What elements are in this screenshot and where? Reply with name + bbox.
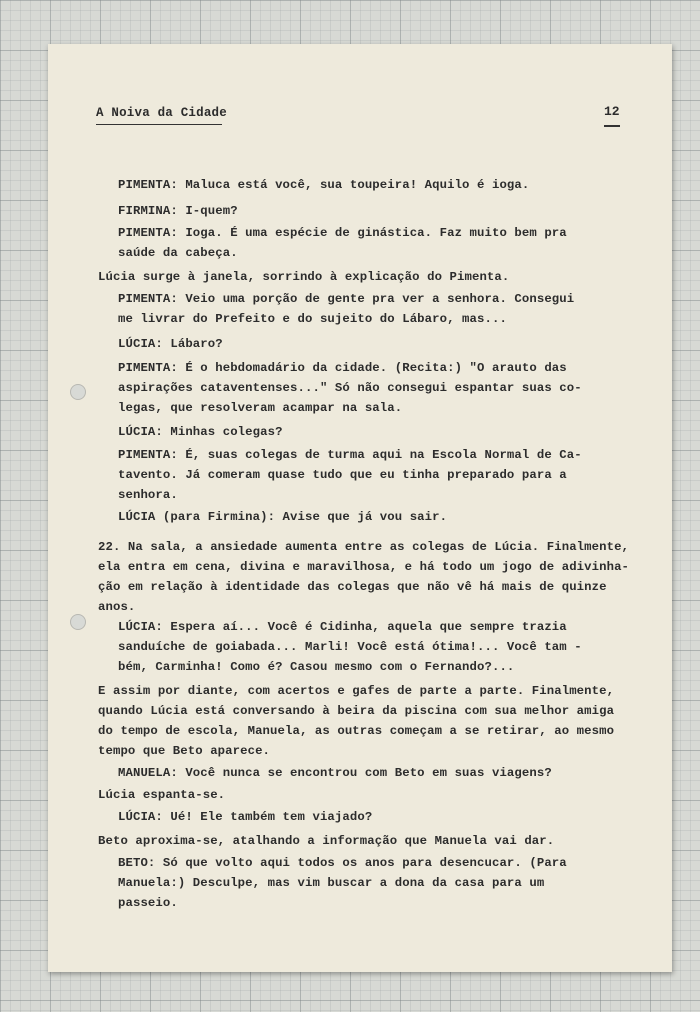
scene-line: ela entra em cena, divina e maravilhosa, e há todo um jogo de adivinha- [98, 560, 630, 574]
page-number: 12 [604, 104, 620, 119]
script-line: LÚCIA (para Firmina): Avise que já vou sair. [118, 510, 448, 524]
stage-direction-line: Beto aproxima-se, atalhando a informação que Manuela vai dar. [98, 834, 555, 848]
scene-line: 22. Na sala, a ansiedade aumenta entre as colegas de Lúcia. Finalmente, [98, 540, 630, 554]
script-line: saúde da cabeça. [118, 246, 238, 260]
script-line: PIMENTA: Veio uma porção de gente pra ver a senhora. Consegui [118, 292, 575, 306]
script-line: LÚCIA: Minhas colegas? [118, 425, 283, 439]
script-line: passeio. [118, 896, 178, 910]
script-line: FIRMINA: I-quem? [118, 204, 238, 218]
script-line: tavento. Já comeram quase tudo que eu tinha preparado para a [118, 468, 567, 482]
script-line: me livrar do Prefeito e do sujeito do Lábaro, mas... [118, 312, 507, 326]
script-line: PIMENTA: É o hebdomadário da cidade. (Recita:) "O arauto das [118, 361, 567, 375]
stage-direction-line: Lúcia surge à janela, sorrindo à explicação do Pimenta. [98, 270, 510, 284]
punch-hole-lower [70, 614, 86, 630]
script-line: MANUELA: Você nunca se encontrou com Beto em suas viagens? [118, 766, 552, 780]
script-line: sanduíche de goiabada... Marli! Você está ótima!... Você tam - [118, 640, 582, 654]
script-line: bém, Carminha! Como é? Casou mesmo com o Fernando?... [118, 660, 515, 674]
script-line: senhora. [118, 488, 178, 502]
scene-line: ção em relação à identidade das colegas que não vê há mais de quinze [98, 580, 607, 594]
stage-direction-line: Lúcia espanta-se. [98, 788, 226, 802]
stage-direction-line: do tempo de escola, Manuela, as outras começam a se retirar, ao mesmo [98, 724, 615, 738]
script-line: aspirações cataventenses..." Só não consegui espantar suas co- [118, 381, 582, 395]
script-line: legas, que resolveram acampar na sala. [118, 401, 403, 415]
stage-direction-line: E assim por diante, com acertos e gafes de parte a parte. Finalmente, [98, 684, 615, 698]
script-line: PIMENTA: Ioga. É uma espécie de ginástica. Faz muito bem pra [118, 226, 567, 240]
script-line: LÚCIA: Espera aí... Você é Cidinha, aquela que sempre trazia [118, 620, 567, 634]
script-line: PIMENTA: É, suas colegas de turma aqui na Escola Normal de Ca- [118, 448, 582, 462]
punch-hole-upper [70, 384, 86, 400]
stage-direction-line: quando Lúcia está conversando à beira da piscina com sua melhor amiga [98, 704, 615, 718]
script-line: LÚCIA: Lábaro? [118, 337, 223, 351]
script-line: BETO: Só que volto aqui todos os anos para desencucar. (Para [118, 856, 567, 870]
scene-line: anos. [98, 600, 136, 614]
stage-direction-line: tempo que Beto aparece. [98, 744, 271, 758]
page-header-title: A Noiva da Cidade [96, 106, 227, 120]
script-line: LÚCIA: Ué! Ele também tem viajado? [118, 810, 373, 824]
typed-page [48, 44, 672, 972]
script-line: PIMENTA: Maluca está você, sua toupeira! Aquilo é ioga. [118, 178, 530, 192]
script-line: Manuela:) Desculpe, mas vim buscar a dona da casa para um [118, 876, 545, 890]
